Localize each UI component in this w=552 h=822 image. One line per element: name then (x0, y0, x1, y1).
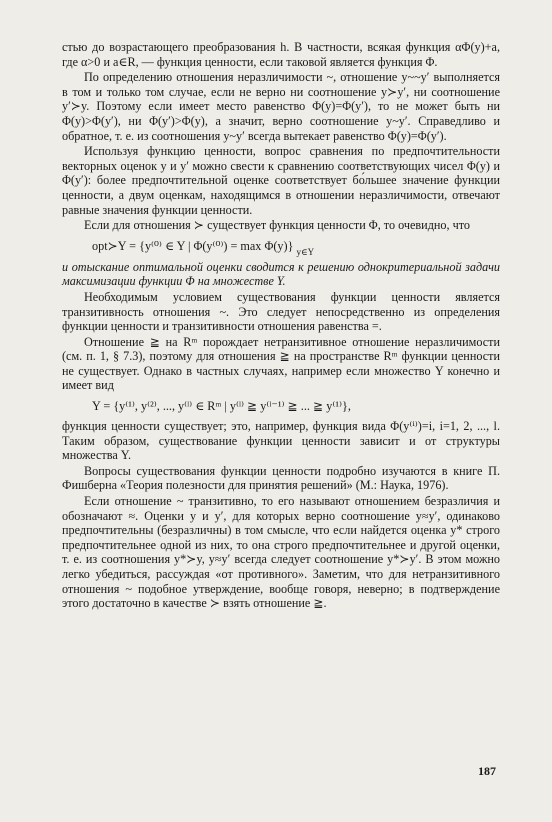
paragraph: и отыскание оптимальной оценки сводится к решению однокритериальной задачи максимизации функции Φ на множестве Y. (62, 259, 500, 289)
formula-optimal-set (92, 238, 500, 255)
paragraph: Если для отношения ≻ существует функция ценности Φ, то очевидно, что (84, 218, 470, 233)
paragraph: По определению отношения неразличимости ~, отношение y~~y′ выполняется в том и только том случае, если не верно ни соотношение y≻y′, ни соотношение y′≻y. Поэтому если имеет место равенство Φ(y)=Φ(y′), то не может быть ни Φ(y)>Φ(y′), ни Φ(y′)>Φ(y), а значит, верно соотношение y~y′. Справедливо и обратное, т. е. из соотношения y~y′ всегда вытекает равенство Φ(y)=Φ(y′). (62, 70, 500, 143)
page-number: 187 (478, 764, 496, 778)
formula-main: opt≻Y = {y⁽⁰⁾ ∈ Y | Φ(y⁽⁰⁾) = max Φ(y)} (92, 238, 294, 253)
paragraph: стью до возрастающего преобразования h. В частности, всякая функция αΦ(y)+a, где α>0 и a∈R, — функция ценности, если таковой является функция Φ. (62, 40, 500, 69)
formula-finite-set: Y = {y⁽¹⁾, y⁽²⁾, ..., y⁽ˡ⁾ ∈ Rᵐ | y⁽ˡ⁾ ≧ y⁽ˡ⁻¹⁾ ≧ ... ≧ y⁽¹⁾}, (92, 399, 351, 414)
paragraph: Необходимым условием существования функции ценности является транзитивность отношения ~. Это следует непосредственно из определения функции ценности и транзитивности отношения равенства =. (62, 289, 500, 334)
paragraph: функция ценности существует; это, например, функция вида Φ(y⁽ⁱ⁾)=i, i=1, 2, ..., l. Таким образом, существование функции ценности зависит и от структуры множества Y. (62, 419, 500, 463)
paragraph: Используя функцию ценности, вопрос сравнения по предпочтительности векторных оценок y и y′ можно свести к сравнению соответствующих чисел Φ(y) и Φ(y′): более предпочтительной оценке соответствует бо́льшее значение функции ценности, а двум оценкам, находящимся в отношении неразличимости, отвечают равные значения функции ценности. (62, 144, 500, 217)
formula-subscript: y∈Y (296, 246, 315, 257)
paragraph: Вопросы существования функции ценности подробно изучаются в книге П. Фишберна «Теория полезности для принятия решений» (М.: Наука, 1976). (62, 463, 500, 493)
paragraph: Если отношение ~ транзитивно, то его называют отношением безразличия и обозначают ≈. Оценки y и y′, для которых верно соотношение y≈y′, одинаково предпочтительны (безразличны) в том смысле, что если найдется оценка y* строго предпочтительнее одной из них, то она строго предпочтительнее и другой оценки, т. е. из соотношения y*≻y, y≈y′ всегда следует соотношение y*≻y′. В этом можно легко убедиться, рассуждая «от противного». Заметим, что для нетранзитивного отношения ~ подобное утверждение, вообще говоря, неверно; в подтверждение этого достаточно в качестве ≻ взять отношение ≧. (62, 494, 500, 611)
paragraph: Отношение ≧ на Rᵐ порождает нетранзитивное отношение неразличимости (см. п. 1, § 7.3), поэтому для отношения ≧ на пространстве Rᵐ функции ценности не существует. Однако в частных случаях, например если множество Y конечно и имеет вид (62, 334, 500, 393)
